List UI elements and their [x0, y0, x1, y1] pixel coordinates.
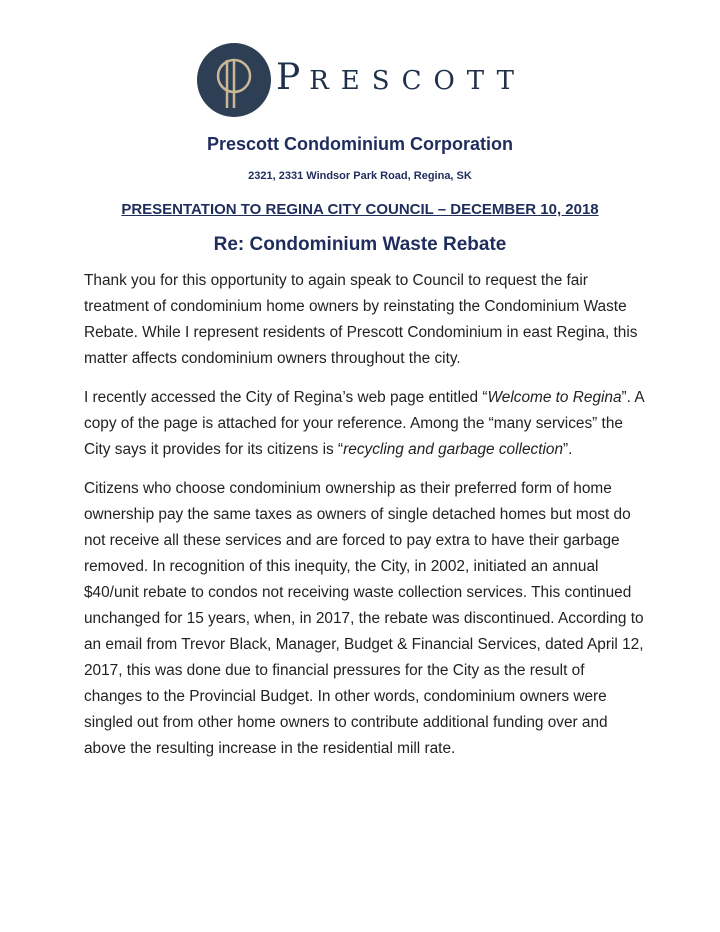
- paragraph-2-part-e: ”.: [563, 441, 573, 458]
- paragraph-2-part-a: I recently accessed the City of Regina’s web page entitled “: [84, 389, 488, 406]
- logo-emblem-icon: [196, 42, 276, 120]
- logo-wordmark: [276, 57, 526, 98]
- subject-heading: Re: Condominium Waste Rebate: [213, 234, 507, 255]
- paragraph-2-part-c: ”. A copy of the page is attached for your reference. Among the “many services” the City says it provides for its citizens is “: [84, 389, 644, 458]
- corporation-name: Prescott Condominium Corporation: [207, 134, 513, 154]
- paragraph-3: Citizens who choose condominium ownership as their preferred form of home ownership pay the same taxes as owners of single detached homes but most do not receive all these services and are forced to pay extra to have their garbage removed. In recognition of this inequity, the City, in 2002, initiated an annual $40/unit rebate to condos not receiving waste collection services. This continued unchanged for 15 years, when, in 2017, the rebate was discontinued. According to an email from Trevor Black, Manager, Budget & Financial Services, dated April 12, 2017, this was done due to financial pressures for the City as the result of changes to the Provincial Budget. In other words, condominium owners were singled out from other home owners to contribute additional funding over and above the resulting increase in the residential mill rate.: [84, 480, 644, 757]
- letter-body: [84, 268, 644, 775]
- corporation-address: 2321, 2331 Windsor Park Road, Regina, SK: [248, 170, 472, 182]
- paragraph-2: [84, 385, 644, 463]
- presentation-heading: PRESENTATION TO REGINA CITY COUNCIL – DECEMBER 10, 2018: [121, 201, 599, 218]
- wordmark-rest: RESCOTT: [309, 66, 526, 96]
- quote-welcome-to-regina: Welcome to Regina: [487, 389, 622, 406]
- wordmark-initial: P: [276, 57, 310, 98]
- quote-recycling: recycling and garbage collection: [343, 441, 564, 458]
- paragraph-1: Thank you for this opportunity to again speak to Council to request the fair treatment of condominium home owners by reinstating the Condominium Waste Rebate. While I represent residents of Prescott Condominium in east Regina, this matter affects condominium owners throughout the city.: [84, 272, 638, 367]
